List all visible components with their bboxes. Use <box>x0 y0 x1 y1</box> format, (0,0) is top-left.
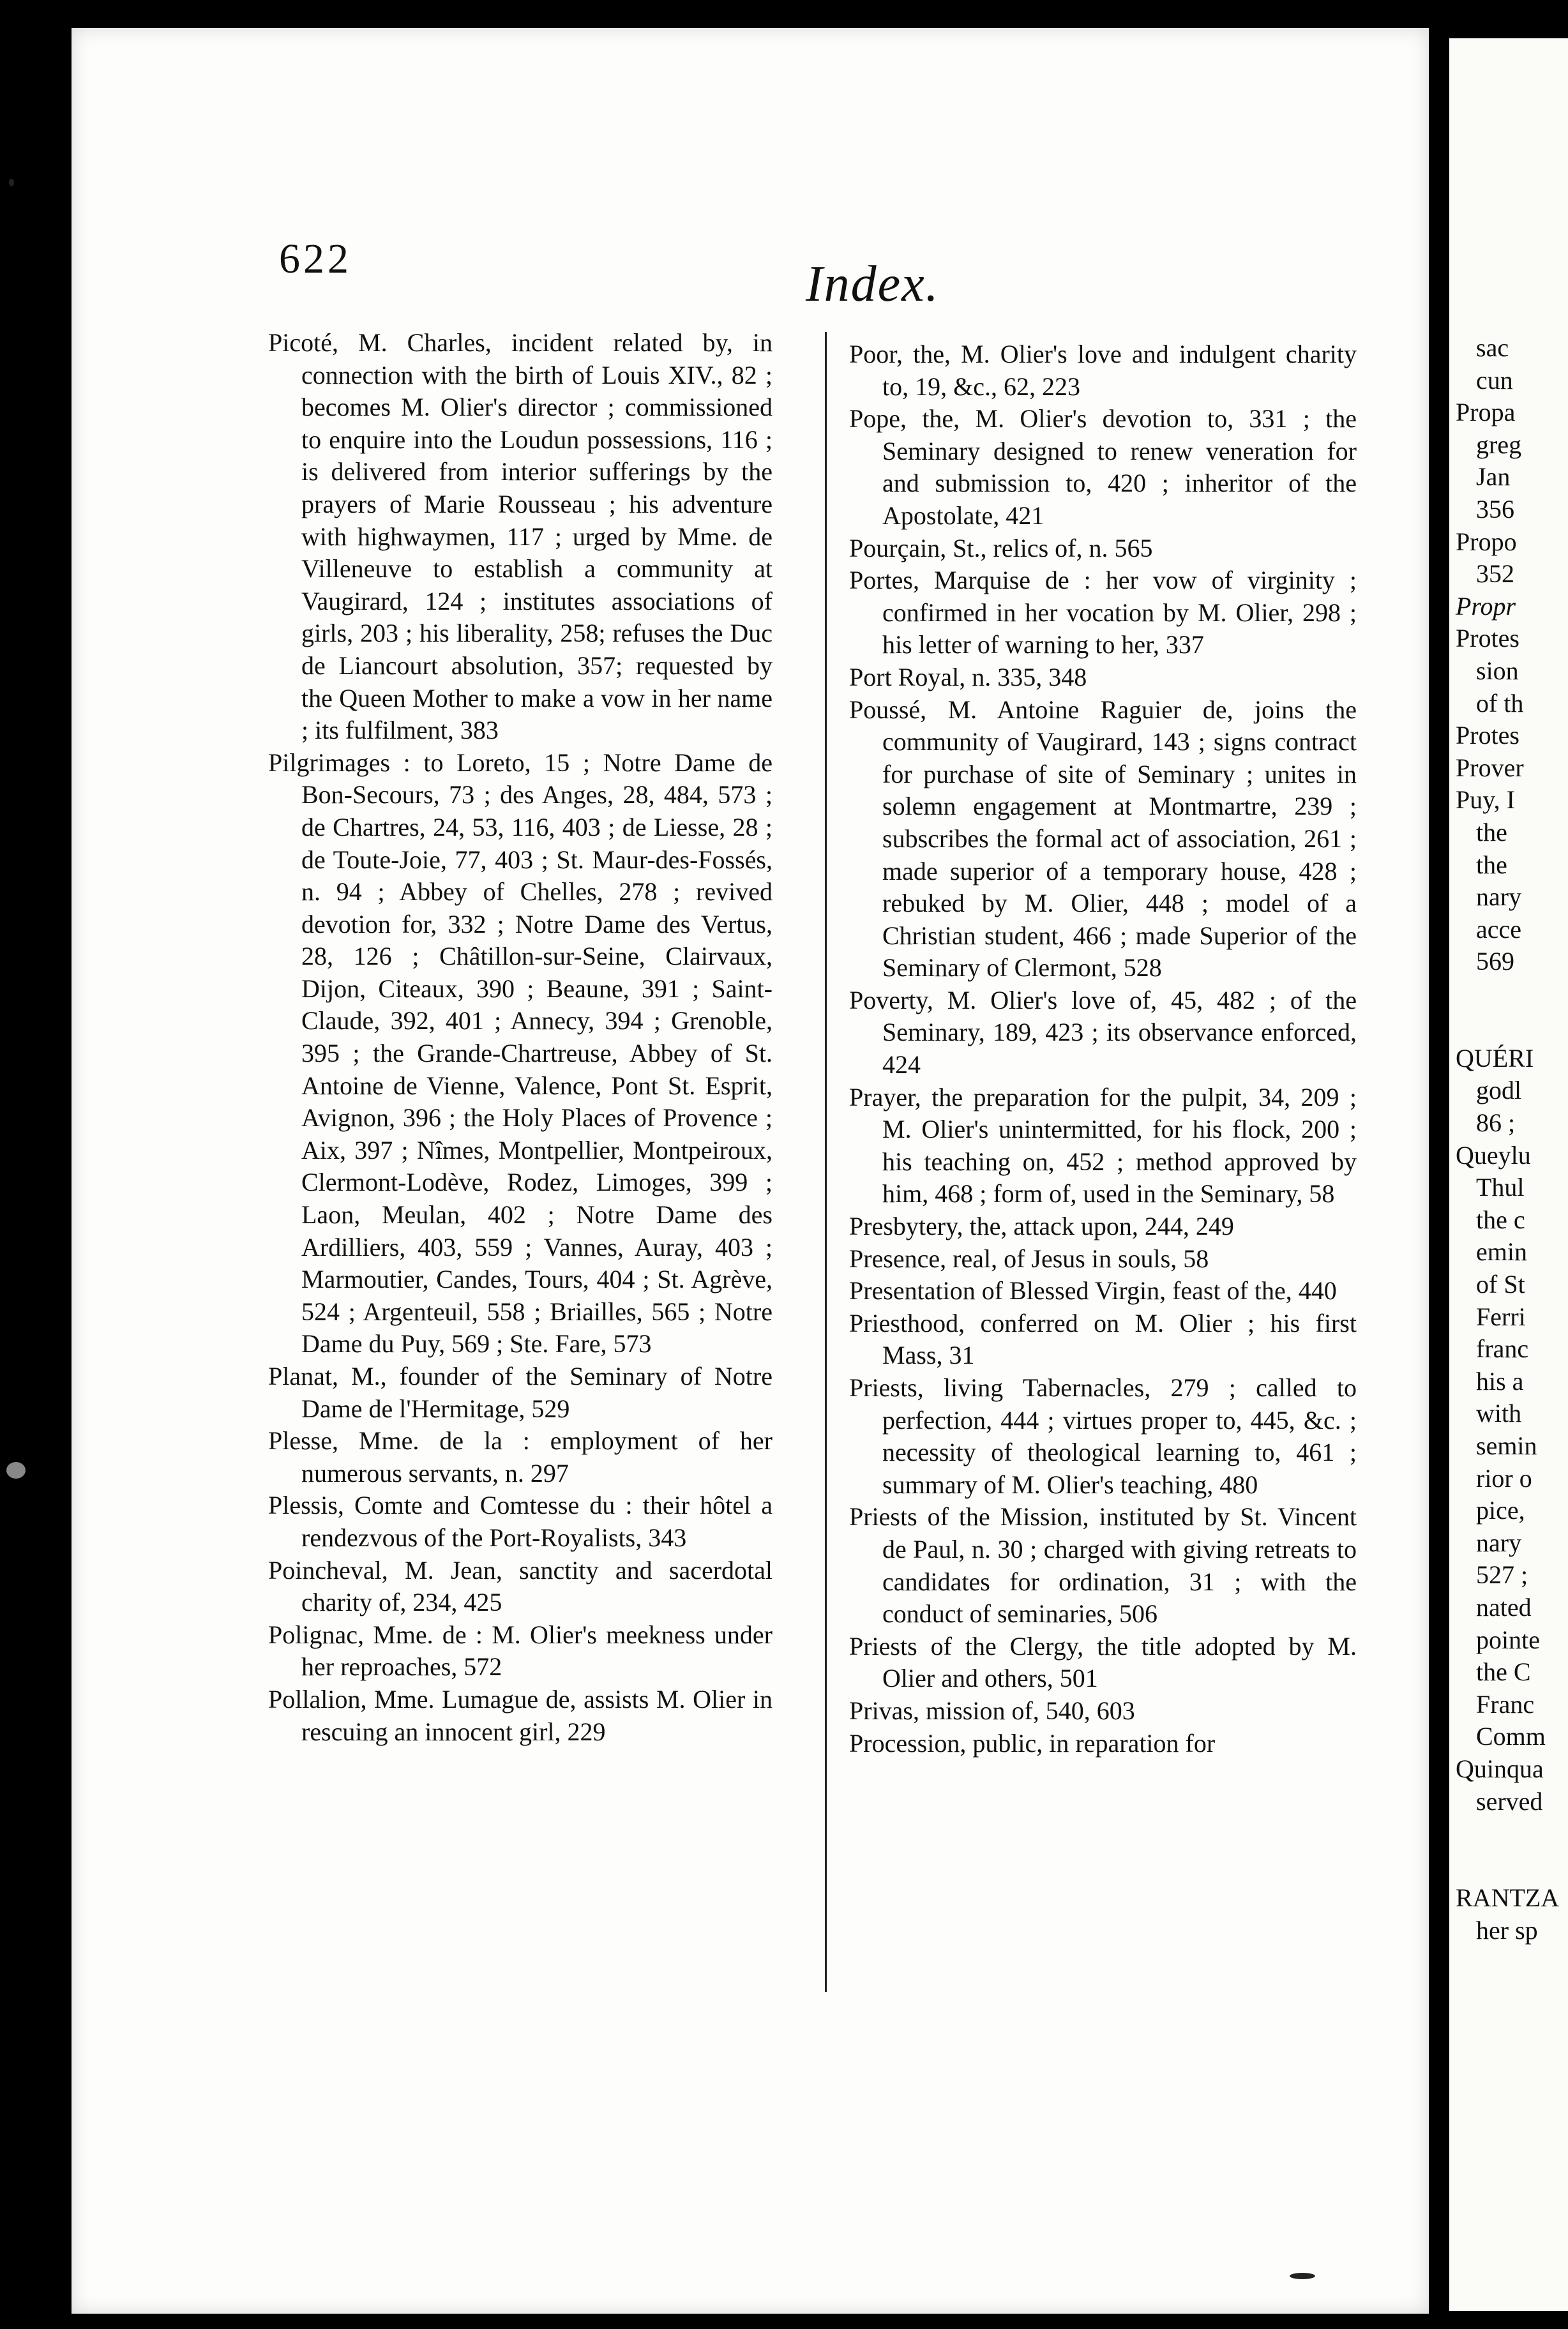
facing-fragment: the c <box>1476 1205 1525 1234</box>
facing-fragment: acce <box>1476 914 1522 944</box>
spacer <box>1456 978 1568 1043</box>
facing-fragment: 86 ; <box>1476 1108 1516 1138</box>
facing-fragment: nary <box>1476 1528 1522 1557</box>
facing-fragment: semin <box>1476 1431 1537 1460</box>
facing-fragment: 352 <box>1476 559 1514 589</box>
page-number: 622 <box>279 236 352 282</box>
facing-fragment: his a <box>1476 1366 1524 1396</box>
facing-fragment: emin <box>1476 1237 1527 1267</box>
facing-fragment: the <box>1476 817 1507 847</box>
facing-fragment: franc <box>1476 1334 1529 1364</box>
index-entry: Polignac, Mme. de : M. Olier's meekness under her reproaches, 572 <box>268 1620 773 1682</box>
index-column-right <box>849 338 1357 1760</box>
facing-fragment: Quinqua <box>1456 1754 1544 1783</box>
index-entry: Priests of the Clergy, the title adopted by M. Olier and others, 501 <box>849 1631 1357 1693</box>
facing-fragment: 527 ; <box>1476 1560 1528 1590</box>
scan-speck <box>6 1462 26 1479</box>
facing-fragment: cun <box>1476 365 1513 395</box>
facing-fragment: sac <box>1476 333 1509 362</box>
index-entry: Priests, living Tabernacles, 279 ; called to perfection, 444 ; virtues proper to, 445, &c. ; necessity of theological learning to, 461 ; summary of M. Olier's teaching, 480 <box>849 1373 1357 1499</box>
facing-fragment: RANTZA <box>1456 1883 1560 1913</box>
index-entry: Procession, public, in reparation for <box>849 1728 1216 1758</box>
index-entry: Planat, M., founder of the Seminary of Notre Dame de l'Hermitage, 529 <box>268 1362 773 1423</box>
facing-fragment: greg <box>1476 430 1522 459</box>
index-entry: Poincheval, M. Jean, sanctity and sacerdotal charity of, 234, 425 <box>268 1555 773 1617</box>
facing-fragment: Prover <box>1456 753 1524 782</box>
index-entry: Presbytery, the, attack upon, 244, 249 <box>849 1212 1234 1241</box>
index-entry: Poverty, M. Olier's love of, 45, 482 ; of the Seminary, 189, 423 ; its observance enforced, 424 <box>849 985 1357 1080</box>
facing-fragment: QUÉRI <box>1456 1043 1534 1073</box>
index-entry: Picoté, M. Charles, incident related by, in connection with the birth of Louis XIV., 82 ; becomes M. Olier's director ; commissioned to enquire into the Loudun possessions, 116 ; is delivered from interior sufferings by the prayers of Marie Rousseau ; his adventure with highwaymen, 117 ; urged by Mme. de Villeneuve to establish a community at Vaugirard, 124 ; institutes associations of girls, 203 ; his liberality, 258; refuses the Duc de Liancourt absolution, 357; requested by the Queen Mother to make a vow in her name ; its fulfilment, 383 <box>268 328 773 745</box>
facing-fragment: 356 <box>1476 494 1514 524</box>
facing-fragment: Ferri <box>1476 1302 1526 1331</box>
index-entry: Priesthood, conferred on M. Olier ; his first Mass, 31 <box>849 1308 1357 1370</box>
index-column-left <box>268 327 773 1748</box>
facing-fragment: Thul <box>1476 1173 1525 1202</box>
facing-page-text <box>1456 332 1568 1947</box>
index-entry: Privas, mission of, 540, 603 <box>849 1696 1135 1725</box>
scan-speck <box>9 179 14 186</box>
facing-fragment: godl <box>1476 1076 1522 1105</box>
facing-fragment: sion <box>1476 656 1519 685</box>
facing-fragment: 569 <box>1476 947 1514 976</box>
facing-fragment: Propo <box>1456 527 1517 556</box>
facing-fragment: nated <box>1476 1592 1532 1622</box>
index-entry: Presence, real, of Jesus in souls, 58 <box>849 1244 1209 1273</box>
facing-fragment: Comm <box>1476 1722 1546 1751</box>
index-entry: Poor, the, M. Olier's love and indulgent charity to, 19, &c., 62, 223 <box>849 340 1357 401</box>
facing-fragment: Puy, I <box>1456 785 1515 815</box>
facing-fragment: served <box>1476 1786 1543 1816</box>
scan-speck <box>1290 2273 1315 2279</box>
facing-fragment: pice, <box>1476 1496 1525 1525</box>
spacer <box>1456 1818 1568 1882</box>
facing-fragment: Protes <box>1456 721 1519 750</box>
index-entry: Poussé, M. Antoine Raguier de, joins the community of Vaugirard, 143 ; signs contract for purchase of site of Seminary ; unites in solemn engagement at Montmartre, 239 ; subscribes the formal act of association, 261 ; made superior of a temporary house, 428 ; rebuked by M. Olier, 448 ; model of a Christian student, 466 ; made Superior of the Seminary of Clermont, 528 <box>849 695 1357 983</box>
facing-fragment: Propa <box>1456 398 1516 427</box>
index-entry: Portes, Marquise de : her vow of virginity ; confirmed in her vocation by M. Olier, 298 ; his letter of warning to her, 337 <box>849 566 1357 660</box>
facing-fragment: with <box>1476 1399 1522 1428</box>
index-entry: Prayer, the preparation for the pulpit, 34, 209 ; M. Olier's unintermitted, for his flock, 200 ; his teaching on, 452 ; method approved by him, 468 ; form of, used in the Seminary, 58 <box>849 1082 1357 1209</box>
facing-fragment: nary <box>1476 882 1522 912</box>
facing-fragment: Queylu <box>1456 1140 1531 1170</box>
facing-fragment: Jan <box>1476 462 1511 492</box>
facing-fragment: pointe <box>1476 1625 1540 1654</box>
facing-fragment: the <box>1476 850 1507 879</box>
index-entry: Priests of the Mission, instituted by St. Vincent de Paul, n. 30 ; charged with giving retreats to candidates for ordination, 31 ; with the conduct of seminaries, 506 <box>849 1502 1357 1629</box>
facing-fragment: Propr <box>1456 591 1516 621</box>
index-entry: Pollalion, Mme. Lumague de, assists M. Olier in rescuing an innocent girl, 229 <box>268 1684 773 1746</box>
column-divider <box>825 332 827 1992</box>
facing-fragment: rior o <box>1476 1463 1532 1493</box>
facing-fragment: the C <box>1476 1657 1531 1687</box>
facing-fragment: her sp <box>1476 1915 1538 1945</box>
facing-fragment: of th <box>1476 688 1524 718</box>
index-entry: Pilgrimages : to Loreto, 15 ; Notre Dame de Bon-Secours, 73 ; des Anges, 28, 484, 573 ; de Chartres, 24, 53, 116, 403 ; de Liesse, 28 ; de Toute-Joie, 77, 403 ; St. Maur-des-Fossés, n. 94 ; Abbey of Chelles, 278 ; revived devotion for, 332 ; Notre Dame des Vertus, 28, 126 ; Châtillon-sur-Seine, Clairvaux, Dijon, Citeaux, 390 ; Beaune, 391 ; Saint-Claude, 392, 401 ; Annecy, 394 ; Grenoble, 395 ; the Grande-Chartreuse, Abbey of St. Antoine de Vienne, Valence, Pont St. Esprit, Avignon, 396 ; the Holy Places of Provence ; Aix, 397 ; Nîmes, Montpellier, Montpeiroux, Clermont-Lodève, Rodez, Limoges, 399 ; Laon, Meulan, 402 ; Notre Dame des Ardilliers, 403, 559 ; Vannes, Auray, 403 ; Marmoutier, Candes, Tours, 404 ; St. Agrève, 524 ; Argenteuil, 558 ; Briailles, 565 ; Notre Dame du Puy, 569 ; Ste. Fare, 573 <box>268 748 773 1359</box>
index-entry: Plesse, Mme. de la : employment of her numerous servants, n. 297 <box>268 1426 773 1488</box>
index-entry: Presentation of Blessed Virgin, feast of the, 440 <box>849 1276 1337 1306</box>
facing-fragment: of St <box>1476 1270 1525 1299</box>
running-head: Index. <box>806 256 940 312</box>
index-entry: Pourçain, St., relics of, n. 565 <box>849 533 1153 562</box>
index-entry: Plessis, Comte and Comtesse du : their hôtel a rendezvous of the Port-Royalists, 343 <box>268 1491 773 1552</box>
index-entry: Port Royal, n. 335, 348 <box>849 662 1087 691</box>
facing-fragment: Protes <box>1456 624 1519 653</box>
index-entry: Pope, the, M. Olier's devotion to, 331 ; the Seminary designed to renew veneration for and submission to, 420 ; inheritor of the Apostolate, 421 <box>849 404 1357 530</box>
facing-fragment: Franc <box>1476 1689 1535 1719</box>
